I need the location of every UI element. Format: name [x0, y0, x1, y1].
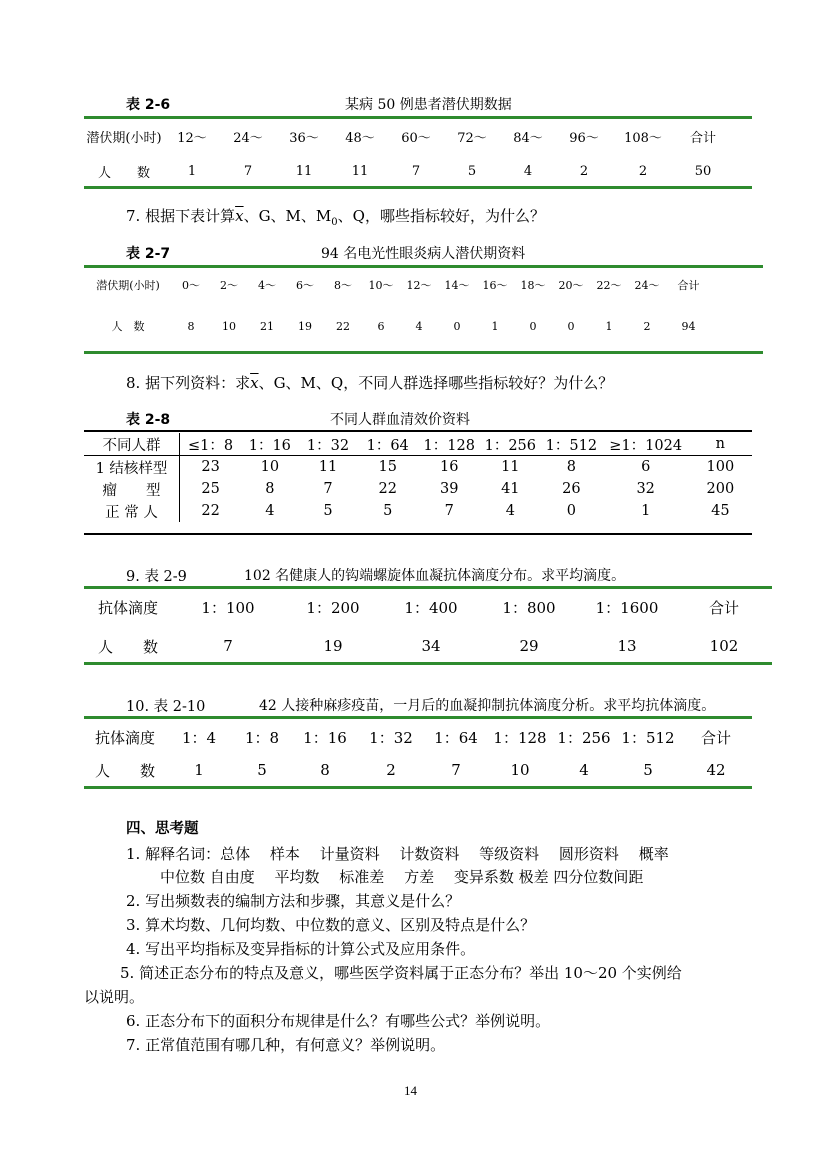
- table-2-6-data-cell: 7: [243, 163, 253, 179]
- table-2-6-header-cell: 潜伏期(小时): [86, 130, 162, 146]
- table-2-9-data-cell: 34: [421, 637, 441, 655]
- table-2-6-label: 表 2-6: [126, 97, 171, 113]
- section-4-line-4: 3. 算术均数、几何均数、中位数的意义、区别及特点是什么？: [126, 916, 536, 934]
- table-2-9-header-cell: 1：200: [306, 598, 360, 617]
- page-number: 14: [404, 1083, 417, 1098]
- table-2-7-data-cell: 0: [453, 319, 461, 333]
- table-2-6-data-row: [84, 160, 732, 182]
- table-2-6-top-rule: [84, 116, 752, 119]
- table-2-7-header-cell: 12～: [406, 279, 432, 292]
- table-2-7-header-cell: 合计: [677, 279, 700, 292]
- table-2-6-header-cell: 48～: [345, 130, 375, 146]
- table-2-8-cell: 1：64: [357, 433, 417, 456]
- table-2-9-data-row: [84, 634, 772, 658]
- question-7: 7. 根据下表计算$\overline{x}$、G、M、$M_0$、Q，哪些指标较好，为什么？: [126, 207, 545, 228]
- table-2-6-header-cell: 72～: [457, 130, 487, 146]
- table-2-6-title: 某病 50 例患者潜伏期数据: [345, 97, 512, 113]
- table-2-8-bottom-rule: [84, 533, 752, 535]
- table-2-7-header-cell: 潜伏期(小时): [96, 279, 160, 292]
- table-2-7-data-cell: 2: [643, 319, 651, 333]
- section-4-line-5: 4. 写出平均指标及变异指标的计算公式及应用条件。: [126, 940, 476, 958]
- section-4-line-9: 7. 正常值范围有哪几种，有何意义？举例说明。: [126, 1036, 446, 1054]
- section-4-line-2: 中位数 自由度 平均数 标准差 方差 变异系数 极差 四分位数间距: [160, 868, 644, 886]
- table-2-8-cell: 32: [636, 481, 655, 497]
- table-2-8-label: 表 2-8: [126, 412, 171, 428]
- table-2-9-header-cell: 抗体滴度: [97, 598, 158, 617]
- table-2-8-cell: 瘤 型: [84, 478, 180, 500]
- table-2-7-data-cell: 0: [567, 319, 575, 333]
- table-2-8-cell: 11: [501, 459, 520, 475]
- table-2-8-cell: 26: [562, 481, 581, 497]
- table-2-8-cell: 10: [260, 459, 280, 475]
- table-2-10-data-cell: 7: [451, 761, 461, 779]
- table-2-7-data-cell: 1: [491, 319, 499, 333]
- table-2-9-header-cell: 1：100: [201, 598, 255, 617]
- table-2-7-data-cell: 1: [605, 319, 613, 333]
- table-2-9-data-cell: 102: [709, 637, 739, 655]
- section-4-heading: 四、思考题: [126, 821, 199, 837]
- table-2-6-data-cell: 2: [638, 163, 648, 179]
- table-2-7-data-cell: 8: [187, 319, 195, 333]
- table-2-7-header-cell: 22～: [596, 279, 622, 292]
- table-2-6-data-cell: 7: [411, 163, 421, 179]
- table-2-6-bottom-rule: [84, 186, 752, 189]
- table-2-7-data-cell: 19: [298, 319, 312, 333]
- table-2-9-header-cell: 合计: [708, 598, 739, 617]
- table-2-6-data-cell: 1: [187, 163, 197, 179]
- table-2-7-data-cell: 94: [681, 319, 696, 333]
- table-2-9-data-cell: 19: [323, 637, 343, 655]
- table-2-10-label: 10. 表 2-10: [126, 699, 206, 715]
- section-4-line-7: 以说明。: [84, 988, 145, 1006]
- table-2-8-cell: 1：256: [481, 433, 541, 456]
- table-2-7-header-cell: 8～: [334, 279, 352, 292]
- table-2-10-top-rule: [84, 716, 752, 719]
- table-2-7-data-cell: 21: [260, 319, 274, 333]
- table-2-7-data-cell: 0: [529, 319, 537, 333]
- table-2-8-cell: 41: [501, 481, 520, 497]
- table-2-8-cell: 4: [505, 503, 515, 519]
- table-2-10-header-cell: 1：8: [244, 728, 280, 747]
- table-2-10-data-cell: 8: [320, 761, 330, 779]
- table-2-9-data-cell: 7: [223, 637, 233, 655]
- table-2-10-data-cell: 4: [579, 761, 589, 779]
- table-2-10-header-cell: 1：64: [434, 728, 478, 747]
- table-2-6-header-cell: 108～: [624, 130, 662, 146]
- table-2-9-data-cell: 29: [519, 637, 539, 655]
- table-2-7-header-cell: 24～: [634, 279, 660, 292]
- table-2-6-header-cell: 96～: [569, 130, 599, 146]
- table-2-10-data-row: [84, 758, 752, 782]
- table-2-9-data-cell: 13: [617, 637, 637, 655]
- section-4-line-1: 1. 解释名词：总体 样本 计量资料 计数资料 等级资料 圆形资料 概率: [126, 845, 669, 863]
- table-2-9-top-rule: [84, 586, 772, 589]
- table-2-8-cell: 8: [265, 481, 275, 497]
- table-2-8-top-rule: [84, 430, 752, 432]
- table-2-7-header-cell: 14～: [444, 279, 470, 292]
- table-2-9-header-cell: 1：400: [404, 598, 458, 617]
- table-2-6-data-cell: 50: [694, 163, 712, 179]
- table-2-7-header-cell: 2～: [220, 279, 238, 292]
- table-2-7-data-cell: 10: [222, 319, 236, 333]
- table-2-7-header-row: [84, 274, 711, 296]
- table-2-10-header-cell: 1：32: [369, 728, 413, 747]
- table-2-8-cell: ≥1：1024: [603, 433, 689, 456]
- table-2-6-header-row: [84, 125, 732, 147]
- table-2-10-data-cell: 5: [257, 761, 267, 779]
- table-2-7-header-cell: 4～: [258, 279, 276, 292]
- table-2-8-title: 不同人群血清效价资料: [330, 412, 470, 428]
- table-2-8-cell: 22: [378, 481, 397, 497]
- table-2-10-data-cell: 10: [510, 761, 530, 779]
- table-2-8-cell: 正 常 人: [84, 500, 180, 522]
- table-2-6-data-cell: 11: [351, 163, 369, 179]
- table-2-7-header-cell: 18～: [520, 279, 546, 292]
- table-2-10-header-row: [84, 725, 752, 749]
- table-2-8-cell: 22: [201, 503, 220, 519]
- table-2-8-cell: 6: [641, 459, 651, 475]
- table-2-10-header-cell: 1：256: [557, 728, 611, 747]
- table-2-6-data-cell: 5: [467, 163, 477, 179]
- table-2-8-cell: 200: [706, 481, 735, 497]
- table-2-10-data-cell: 1: [194, 761, 204, 779]
- table-2-8-cell: 45: [711, 503, 730, 519]
- table-2-8-cell: 8: [566, 459, 576, 475]
- table-2-8-cell: 1：512: [540, 433, 603, 456]
- table-2-9-label: 9. 表 2-9: [126, 569, 187, 585]
- table-2-8-cell: 15: [378, 459, 397, 475]
- table-2-8-cell: 23: [201, 459, 220, 475]
- table-2-8-cell: 39: [440, 481, 459, 497]
- table-2-9-bottom-rule: [84, 662, 772, 665]
- table-2-9-title: 102 名健康人的钩端螺旋体血凝抗体滴度分布。求平均滴度。: [244, 568, 626, 584]
- table-2-8-cell: ≤1：8: [180, 433, 242, 456]
- table-2-10-header-cell: 1：512: [621, 728, 675, 747]
- table-2-8-data-row: [84, 478, 752, 500]
- table-2-8-cell: 1 结核样型: [84, 456, 180, 479]
- table-2-8-cell: 1：128: [418, 433, 481, 456]
- table-2-6-data-cell: 11: [295, 163, 313, 179]
- table-2-7-title: 94 名电光性眼炎病人潜伏期资料: [321, 246, 526, 262]
- table-2-6-data-cell: 人 数: [97, 165, 150, 181]
- table-2-7-data-cell: 6: [377, 319, 385, 333]
- table-2-9-header-cell: 1：1600: [595, 598, 659, 617]
- table-2-8-cell: 1：32: [299, 433, 358, 456]
- table-2-7-bottom-rule: [84, 351, 763, 354]
- table-2-8-cell: 7: [444, 503, 454, 519]
- table-2-8-cell: 16: [440, 459, 459, 475]
- table-2-10-header-cell: 1：4: [181, 728, 217, 747]
- table-2-6-header-cell: 84～: [513, 130, 543, 146]
- table-2-9-header-cell: 1：800: [502, 598, 556, 617]
- table-2-10-header-cell: 合计: [700, 728, 731, 747]
- table-2-10-bottom-rule: [84, 786, 752, 789]
- table-2-7-label: 表 2-7: [126, 246, 171, 262]
- table-2-8-data-row: [84, 500, 752, 522]
- table-2-7-data-cell: 4: [415, 319, 423, 333]
- table-2-8-cell: 1: [641, 503, 651, 519]
- table-2-6-data-cell: 2: [579, 163, 589, 179]
- table-2-6-header-cell: 36～: [289, 130, 319, 146]
- table-2-8-cell: 5: [323, 503, 333, 519]
- table-2-10-header-cell: 1：128: [493, 728, 547, 747]
- table-2-8-cell: 7: [323, 481, 333, 497]
- table-2-10-header-cell: 1：16: [303, 728, 347, 747]
- table-2-7-header-cell: 20～: [558, 279, 584, 292]
- table-2-7-data-cell: 22: [336, 319, 350, 333]
- table-2-7-header-cell: 16～: [482, 279, 508, 292]
- table-2-8-cell: 0: [566, 503, 576, 519]
- table-2-8-cell: 100: [706, 459, 735, 475]
- table-2-8: [84, 433, 752, 522]
- table-2-6-header-cell: 60～: [401, 130, 431, 146]
- section-4-line-6: 5. 简述正态分布的特点及意义，哪些医学资料属于正态分布？举出 10～20 个实例给: [120, 964, 682, 982]
- table-2-10-header-cell: 抗体滴度: [94, 728, 155, 747]
- table-2-8-header-row: [84, 433, 752, 456]
- question-8: 8. 据下列资料：求$\overline{x}$、G、M、Q，不同人群选择哪些指标较好？为什么？: [126, 374, 614, 392]
- table-2-6-header-cell: 24～: [233, 130, 263, 146]
- table-2-7-header-cell: 0～: [182, 279, 200, 292]
- table-2-8-cell: 1：16: [241, 433, 298, 456]
- table-2-8-cell: 11: [318, 459, 338, 475]
- table-2-9-data-cell: 人 数: [97, 637, 158, 656]
- table-2-10-data-cell: 人 数: [94, 761, 155, 780]
- table-2-7-data-row: [84, 315, 711, 337]
- table-2-8-cell: 5: [383, 503, 393, 519]
- table-2-9-header-row: [84, 595, 772, 619]
- table-2-7-header-cell: 6～: [296, 279, 314, 292]
- table-2-7-header-cell: 10～: [368, 279, 394, 292]
- table-2-10-data-cell: 2: [386, 761, 396, 779]
- table-2-10-data-cell: 42: [706, 761, 726, 779]
- table-2-7-data-cell: 人 数: [111, 320, 145, 333]
- table-2-8-cell: 不同人群: [84, 433, 180, 456]
- table-2-8-cell: n: [689, 433, 752, 456]
- table-2-10-title: 42 人接种麻疹疫苗，一月后的血凝抑制抗体滴度分析。求平均抗体滴度。: [259, 698, 716, 714]
- table-2-8-data-row: [84, 456, 752, 479]
- section-4-line-3: 2. 写出频数表的编制方法和步骤，其意义是什么？: [126, 892, 461, 910]
- table-2-10-data-cell: 5: [643, 761, 653, 779]
- table-2-6-data-cell: 4: [523, 163, 533, 179]
- section-4-line-8: 6. 正态分布下的面积分布规律是什么？有哪些公式？举例说明。: [126, 1012, 551, 1030]
- table-2-6-header-cell: 合计: [689, 130, 716, 146]
- table-2-6-header-cell: 12～: [177, 130, 207, 146]
- table-2-8-cell: 25: [201, 481, 220, 497]
- table-2-8-cell: 4: [265, 503, 275, 519]
- table-2-7-top-rule: [84, 265, 763, 268]
